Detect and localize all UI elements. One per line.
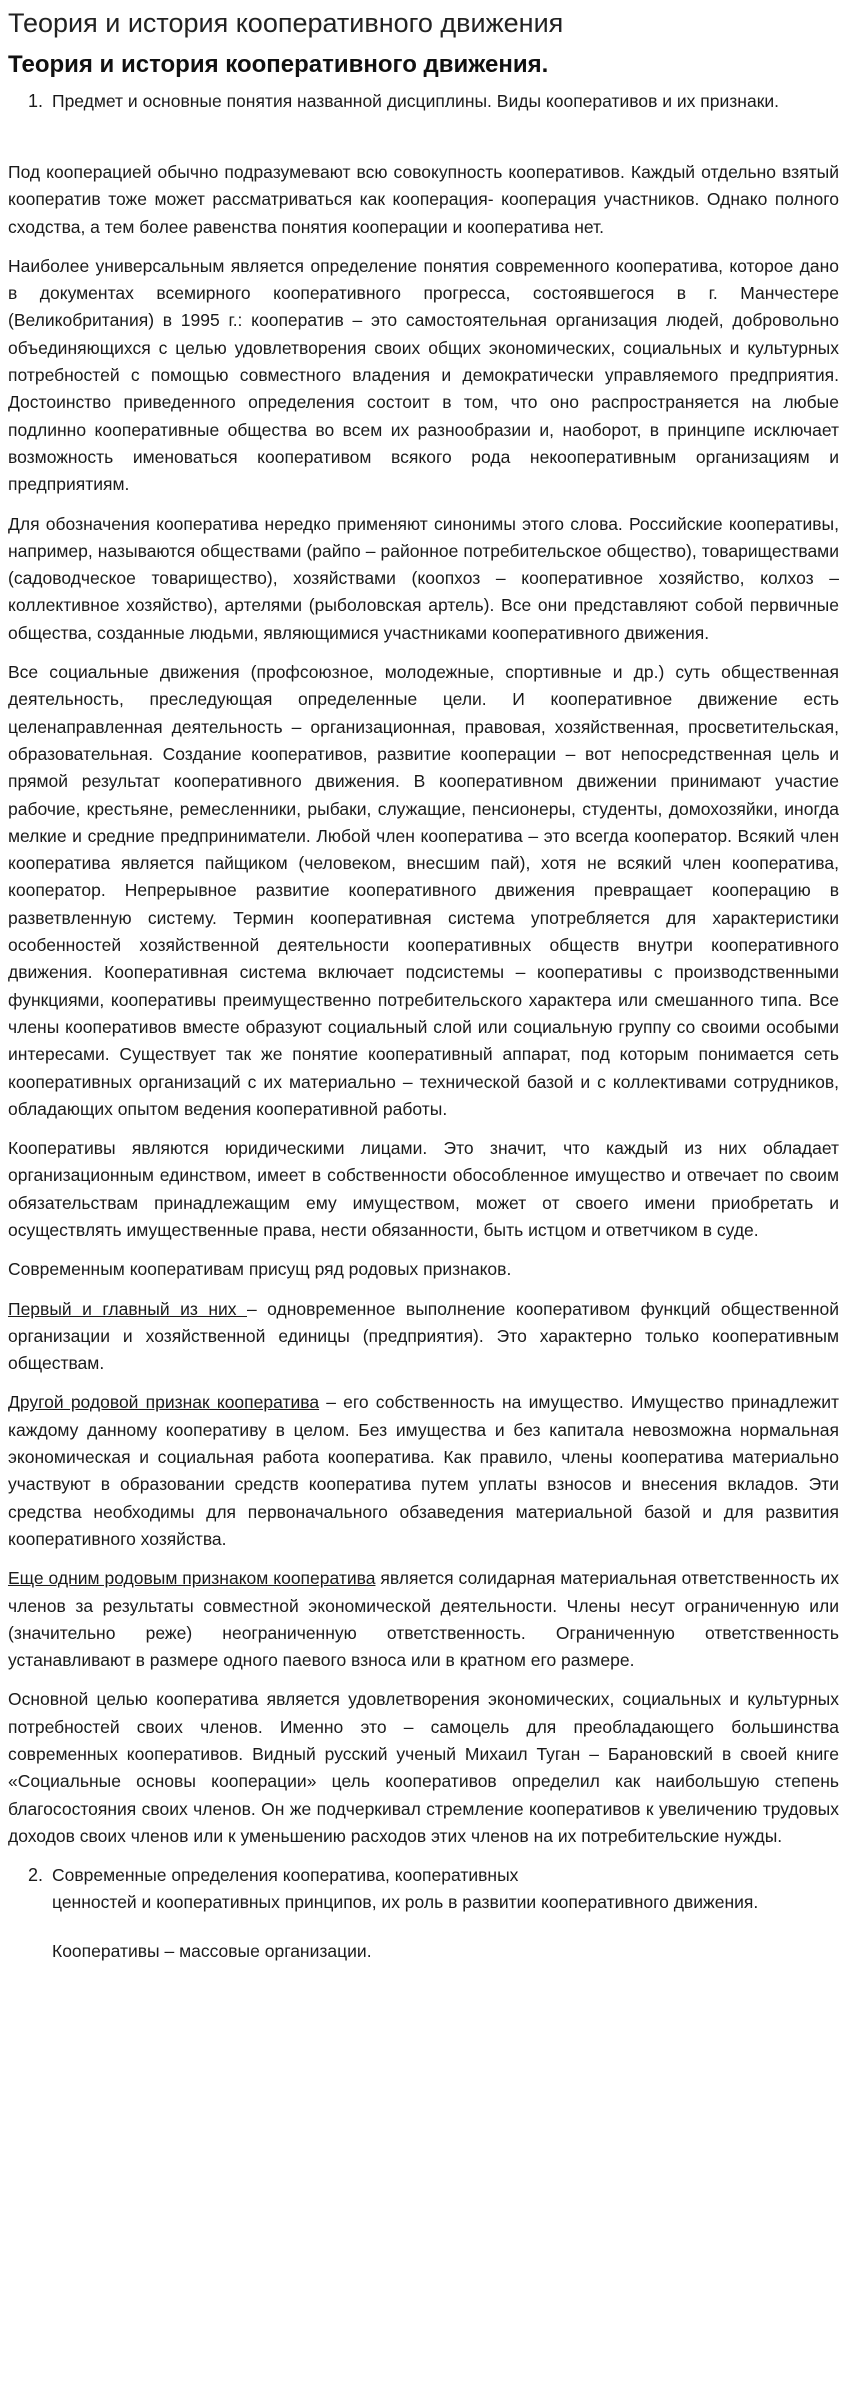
- paragraph-social-movements: Все социальные движения (профсоюзное, молодежные, спортивные и др.) суть общественная деятельность, преследующая определенные цели. И кооперативное движение есть целенаправленная деятельность – организационная, правовая, хозяйственная, просветительская, образовательная. Создание кооперативов, развитие кооперации – вот непосредственная цель и прямой результат кооперативного движения. В кооперативном движении принимают участие рабочие, крестьяне, ремесленники, рыбаки, служащие, пенсионеры, студенты, домохозяйки, иногда мелкие и средние предприниматели. Любой член кооператива – это всегда кооператор. Всякий член кооператива является пайщиком (человеком, внесшим пай), хотя не всякий член кооператива, кооператор. Непрерывное развитие кооперативного движения превращает кооперацию в разветвленную систему. Термин кооперативная система употребляется для характеристики особенностей хозяйственной деятельности кооперативных обществ внутри кооперативного движения. Кооперативная система включает подсистемы – кооперативы с производственными функциями, кооперативы преимущественно потребительского характера или смешанного типа. Все члены кооперативов вместе образуют социальный слой или социальную группу со своими особыми интересами. Существует так же понятие кооперативный аппарат, под которым понимается сеть кооперативных организаций с их материально – технической базой и с коллективами сотрудников, обладающих опытом ведения кооперативной работы.: [8, 662, 839, 1119]
- paragraph-manchester-definition: Наиболее универсальным является определение понятия современного кооператива, которое дано в документах всемирного кооперативного прогресса, состоявшегося в г. Манчестере (Великобритания) в 1995 г.: кооператив – это самостоятельная организация людей, добровольно объединяющихся с целью удовлетворения своих общих экономических, социальных и культурных потребностей с помощью совместного владения и демократически управляемого предприятия. Достоинство приведенного определения состоит в том, что оно распространяется на любые подлинно кооперативные общества во всем их разнообразии и, наоборот, в принципе исключает возможность именоваться кооперативом всякого рода некооперативным организациям и предприятиям.: [8, 255, 839, 495]
- paragraph-feature-property: [8, 1389, 839, 1553]
- document-heading: Теория и история кооперативного движения.: [8, 51, 549, 78]
- paragraph-feature-liability: [8, 1565, 839, 1674]
- paragraph-legal-entities: Кооперативы являются юридическими лицами. Это значит, что каждый из них обладает организационным единством, имеет в собственности обособленное имущество и отвечает по своим обязательствам принадлежащим ему имуществом, может от своего имени приобретать и осуществлять имущественные права, нести обязанности, быть истцом и ответчиком в суде.: [8, 1138, 839, 1240]
- feature-property-text: – его собственность на имущество. Имущество принадлежит каждому данному кооперативу в целом. Без имущества и без капитала невозможна нормальная экономическая и социальная работа кооператива. Как правило, члены кооператива материально участвуют в образовании средств кооператива путем уплаты взносов и внесения вкладов. Эти средства необходимы для первоначального обзаведения материальной базой и для развития кооперативного хозяйства.: [8, 1392, 839, 1549]
- section-2-subtext: Кооперативы – массовые организации.: [52, 1941, 372, 1962]
- section-1-title: 1. Предмет и основные понятия названной дисциплины. Виды кооперативов и их признаки.: [48, 88, 839, 115]
- paragraph-main-goal: Основной целью кооператива является удовлетворения экономических, социальных и культурных потребностей своих членов. Именно это – самоцель для преобладающего большинства современных кооперативов. Видный русский ученый Михаил Туган – Барановский в своей книге «Социальные основы кооперации» цель кооперативов определил как наибольшую степень благосостояния своих членов. Он же подчеркивал стремление кооперативов к увеличению трудовых доходов своих членов или к уменьшению расходов этих членов на их потребительские нужды.: [8, 1689, 839, 1846]
- feature-liability-text: является солидарная материальная ответственность их членов за результаты совместной экономической деятельности. Члены несут ограниченную или (значительно реже) неограниченную ответственность. Ограниченную ответственность устанавливают в размере одного паевого взноса или в кратном его размере.: [8, 1568, 839, 1671]
- feature-liability-lead: Еще одним родовым признаком кооператива: [8, 1568, 376, 1589]
- paragraph-feature-first: [8, 1296, 839, 1378]
- feature-first-text: – одновременное выполнение кооперативом функций общественной организации и хозяйственной единицы (предприятия). Это характерно только кооперативным обществам.: [8, 1298, 839, 1374]
- paragraph-synonyms: Для обозначения кооператива нередко применяют синонимы этого слова. Российские кооперативы, например, называются обществами (райпо – районное потребительское общество), товариществами (садоводческое товарищество), хозяйствами (коопхоз – кооперативное хозяйство, колхоз – коллективное хозяйство), артелями (рыболовская артель). Все они представляют собой первичные общества, созданные людьми, являющимися участниками кооперативного движения.: [8, 513, 839, 643]
- paragraph-cooperation-definition: Под кооперацией обычно подразумевают всю совокупность кооперативов. Каждый отдельно взятый кооператив тоже может рассматриваться как кооперация- кооперация участников. Однако полного сходства, а тем более равенства понятия кооперации и кооператива нет.: [8, 162, 839, 237]
- section-2-title-line2: ценностей и кооперативных принципов, их роль в развитии кооперативного движения.: [52, 1892, 759, 1913]
- paragraph-generic-features-intro: Современным кооперативам присущ ряд родовых признаков.: [8, 1259, 512, 1280]
- page-title: Теория и история кооперативного движения: [8, 8, 564, 38]
- feature-property-lead: Другой родовой признак кооператива: [8, 1392, 320, 1413]
- section-2-title-line1: Современные определения кооператива, кооперативных: [52, 1865, 519, 1886]
- document-page: [0, 6, 847, 1965]
- section-2-item: [48, 1862, 839, 1965]
- section-list-1: [8, 88, 839, 115]
- section-2-title: [52, 1862, 839, 1916]
- feature-first-lead: Первый и главный из них: [8, 1298, 247, 1319]
- section-list-2: [8, 1862, 839, 1965]
